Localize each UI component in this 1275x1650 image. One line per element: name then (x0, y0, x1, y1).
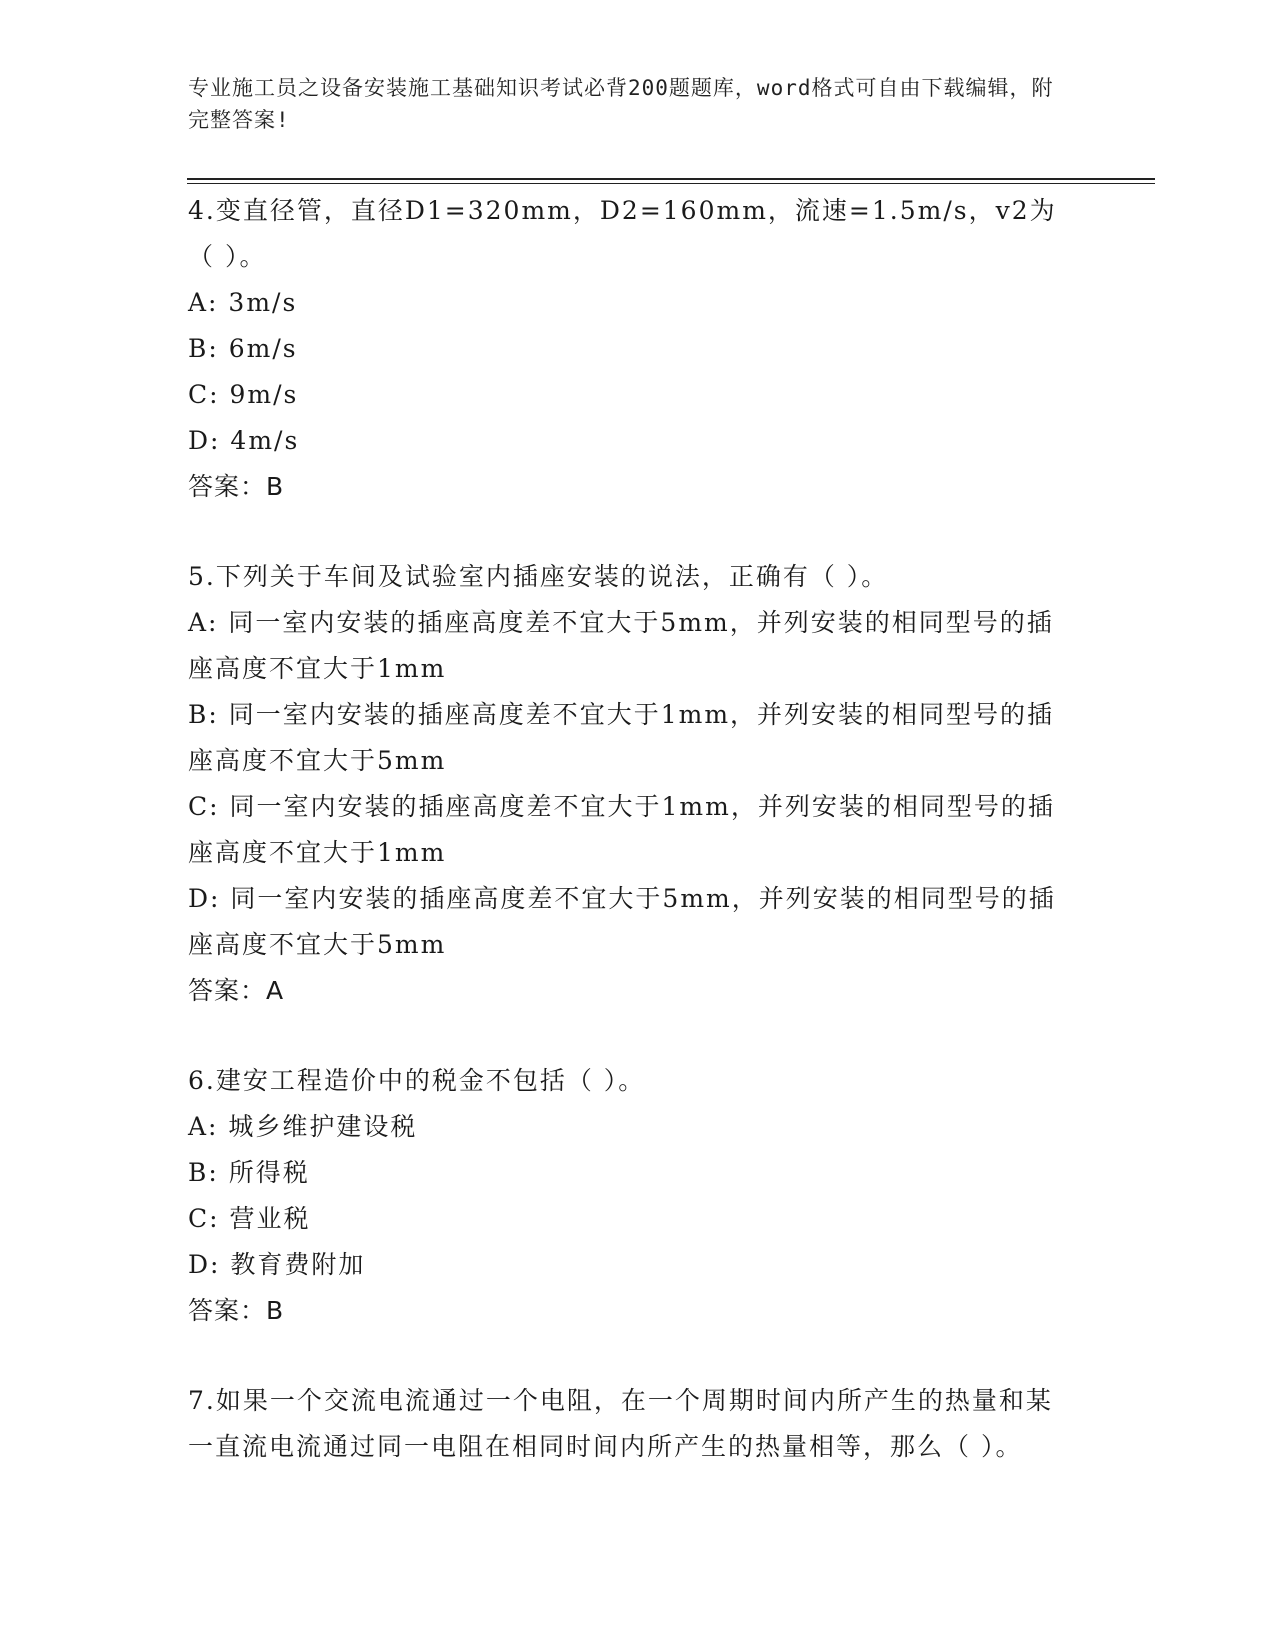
answer: 答案：B (188, 1296, 285, 1325)
spacer (188, 1334, 1068, 1378)
question-5 (188, 554, 1068, 1014)
spacer (188, 510, 1068, 554)
answer: 答案：B (188, 472, 285, 501)
question-stem: 7.如果一个交流电流通过一个电阻，在一个周期时间内所产生的热量和某一直流电流通过同一电阻在相同时间内所产生的热量相等，那么（ ）。 (188, 1386, 1053, 1461)
option-b: B: 6m/s (188, 334, 298, 363)
option-d: D: 教育费附加 (188, 1250, 366, 1279)
document-header (188, 72, 1068, 136)
option-c: C: 同一室内安装的插座高度差不宜大于1mm，并列安装的相同型号的插座高度不宜大于1mm (188, 792, 1055, 867)
option-c: C: 9m/s (188, 380, 299, 409)
option-a: A: 城乡维护建设税 (188, 1112, 418, 1141)
question-stem: 4.变直径管，直径D1=320mm，D2=160mm，流速=1.5m/s，v2为（ ）。 (188, 196, 1057, 271)
question-6 (188, 1058, 1068, 1334)
question-stem: 5.下列关于车间及试验室内插座安装的说法，正确有（ ）。 (188, 562, 889, 591)
question-7 (188, 1378, 1068, 1470)
answer: 答案：A (188, 976, 285, 1005)
option-b: B: 所得税 (188, 1158, 310, 1187)
option-d: D: 4m/s (188, 426, 300, 455)
header-divider-thick (187, 178, 1155, 180)
header-title: 专业施工员之设备安装施工基础知识考试必背200题题库，word格式可自由下载编辑，附完整答案! (188, 76, 1054, 132)
option-b: B: 同一室内安装的插座高度差不宜大于1mm，并列安装的相同型号的插座高度不宜大于5mm (188, 700, 1055, 775)
spacer (188, 1014, 1068, 1058)
question-4 (188, 188, 1068, 510)
question-list (188, 188, 1068, 1470)
option-c: C: 营业税 (188, 1204, 311, 1233)
option-d: D: 同一室内安装的插座高度差不宜大于5mm，并列安装的相同型号的插座高度不宜大于5mm (188, 884, 1056, 959)
header-divider-thin (187, 183, 1155, 184)
option-a: A: 3m/s (188, 288, 298, 317)
option-a: A: 同一室内安装的插座高度差不宜大于5mm，并列安装的相同型号的插座高度不宜大于1mm (188, 608, 1054, 683)
question-stem: 6.建安工程造价中的税金不包括（ ）。 (188, 1066, 646, 1095)
